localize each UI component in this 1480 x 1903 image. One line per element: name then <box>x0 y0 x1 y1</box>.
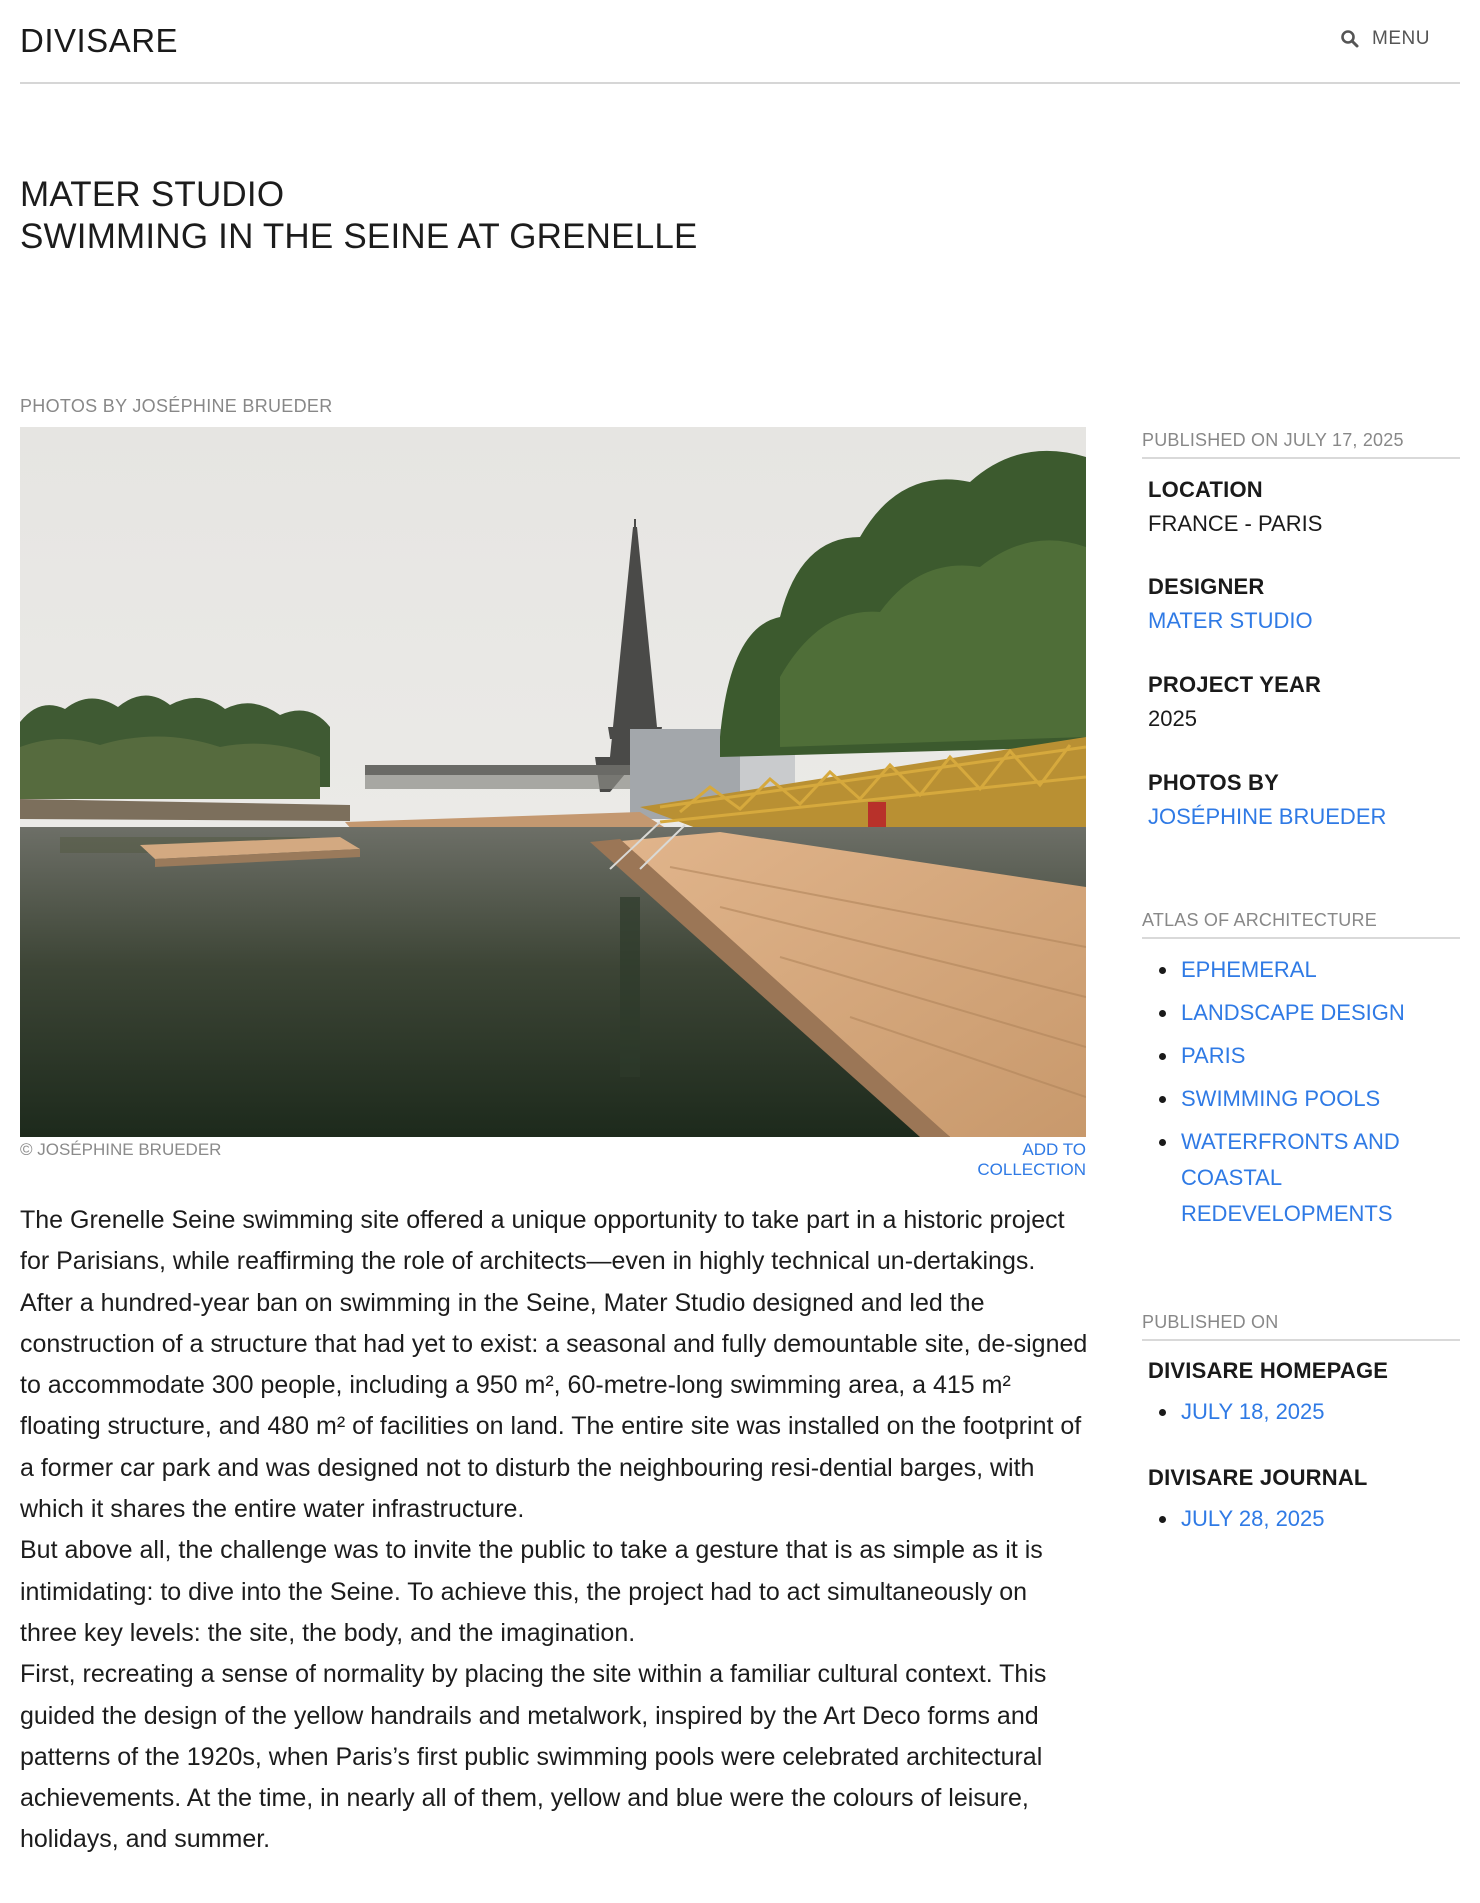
add-to-collection-link[interactable]: ADD TO COLLECTION <box>977 1140 1086 1179</box>
site-header <box>20 0 1460 84</box>
project-year-label: PROJECT YEAR <box>1148 672 1322 697</box>
homepage-date-link[interactable]: JULY 18, 2025 <box>1148 1394 1448 1430</box>
location-label: LOCATION <box>1148 477 1263 502</box>
header-actions <box>1340 28 1430 50</box>
photos-by-label: PHOTOS BY <box>1148 770 1279 795</box>
menu-button[interactable]: MENU <box>1372 28 1430 49</box>
atlas-list <box>1148 952 1448 1232</box>
title-designer: MATER STUDIO <box>20 175 285 214</box>
article-body <box>20 1200 1090 1861</box>
designer-link[interactable]: MATER STUDIO <box>1148 608 1313 633</box>
search-icon[interactable] <box>1340 29 1360 49</box>
photo-copyright: © JOSÉPHINE BRUEDER <box>20 1140 222 1159</box>
atlas-item-ephemeral[interactable]: EPHEMERAL <box>1148 952 1448 988</box>
homepage-label: DIVISARE HOMEPAGE <box>1148 1358 1389 1383</box>
page-title <box>20 174 698 258</box>
published-on-label: PUBLISHED ON <box>1142 1312 1460 1341</box>
published-on-date: PUBLISHED ON JULY 17, 2025 <box>1142 430 1460 459</box>
atlas-item-paris[interactable]: PARIS <box>1148 1038 1448 1074</box>
journal-label: DIVISARE JOURNAL <box>1148 1465 1368 1490</box>
paragraph: But above all, the challenge was to invite the public to take a gesture that is as simple as it is intimidating: to dive into the Seine. To achieve this, the project had to act simultaneously on three key levels: the site, the body, and the imagination. <box>20 1536 1043 1647</box>
title-project: SWIMMING IN THE SEINE AT GRENELLE <box>20 217 698 256</box>
paragraph: After a hundred-year ban on swimming in the Seine, Mater Studio designed and led the construction of a structure that had yet to exist: a seasonal and fully demountable site, de-signed to accommodate 300 people, including a 950 m², 60-metre-long swimming area, a 415 m² floating structure, and 480 m² of facilities on land. The entire site was installed on the footprint of a former car park and was designed not to disturb the neighbouring resi-dential barges, with which it shares the entire water infrastructure. <box>20 1288 1088 1524</box>
journal-date-link[interactable]: JULY 28, 2025 <box>1148 1501 1448 1537</box>
paragraph: First, recreating a sense of normality by placing the site within a familiar cultural context. This guided the design of the yellow handrails and metalwork, inspired by the Art Deco forms and patterns of the 1920s, when Paris’s first public swimming pools were celebrated architectural achievements. At the time, in nearly all of them, yellow and blue were the colours of leisure, holidays, and summer. <box>20 1660 1047 1854</box>
photographer-link[interactable]: JOSÉPHINE BRUEDER <box>1148 804 1387 829</box>
project-year-value: 2025 <box>1148 706 1197 731</box>
location-value: FRANCE - PARIS <box>1148 511 1323 536</box>
atlas-item-landscape-design[interactable]: LANDSCAPE DESIGN <box>1148 995 1448 1031</box>
project-photo[interactable] <box>20 427 1086 1137</box>
paragraph: The Grenelle Seine swimming site offered a unique opportunity to take part in a historic project for Parisians, while reaffirming the role of architects—even in highly technical un-dertakings. <box>20 1206 1065 1276</box>
atlas-label: ATLAS OF ARCHITECTURE <box>1142 910 1460 939</box>
photo-credit-top: PHOTOS BY JOSÉPHINE BRUEDER <box>20 396 333 416</box>
atlas-item-swimming-pools[interactable]: SWIMMING POOLS <box>1148 1081 1448 1117</box>
homepage-dates <box>1148 1394 1448 1430</box>
designer-label: DESIGNER <box>1148 574 1265 599</box>
atlas-item-waterfronts[interactable]: WATERFRONTS AND COASTAL REDEVELOPMENTS <box>1148 1124 1448 1232</box>
journal-dates <box>1148 1501 1448 1537</box>
site-logo[interactable]: DIVISARE <box>20 22 179 59</box>
